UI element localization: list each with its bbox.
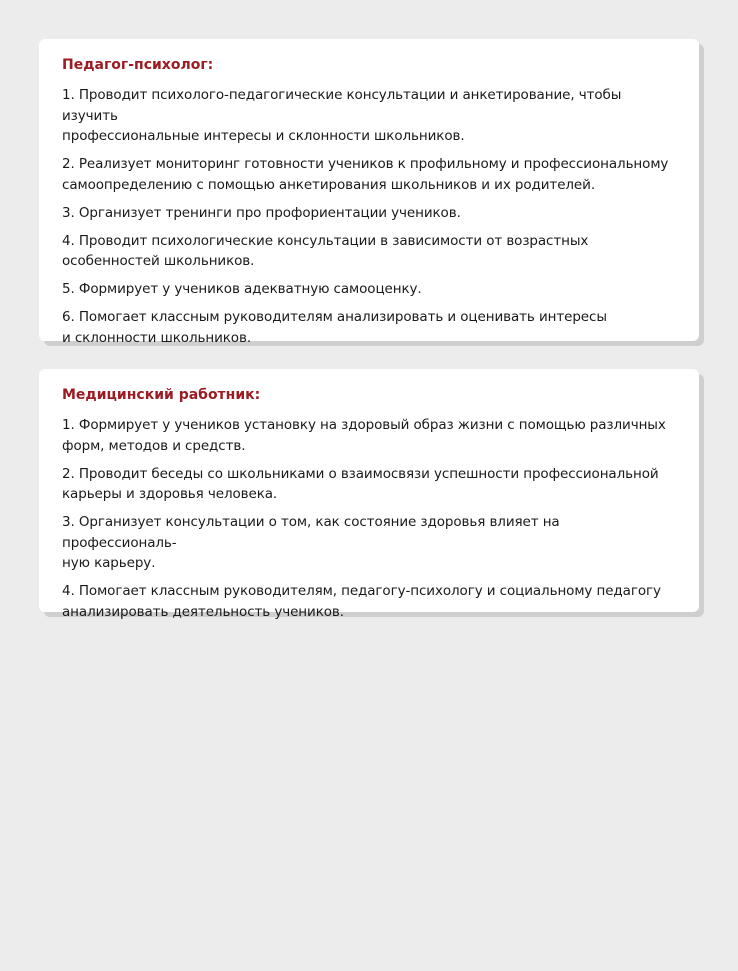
item-line: ную карьеру. xyxy=(62,555,156,571)
item-line: и склонности школьников. xyxy=(62,329,252,346)
list-item xyxy=(62,85,677,147)
item-line: 3. Организует консультации о том, как состояние здоровья влияет на профессиональ- xyxy=(62,514,560,551)
item-line: 4. Помогает классным руководителям, педагогу-психологу и социальному педагогу xyxy=(62,583,661,599)
item-line: 4. Проводит психологические консультации в зависимости от возрастных xyxy=(62,232,589,249)
list-item xyxy=(62,512,677,574)
item-line: 3. Организует тренинги про профориентации учеников. xyxy=(62,204,461,221)
item-line: 1. Проводит психолого-педагогические консультации и анкетирование, чтобы изучить xyxy=(62,87,622,124)
item-line: 2. Реализует мониторинг готовности учеников к профильному и профессиональному xyxy=(62,156,669,172)
list-item xyxy=(62,203,677,224)
item-line: самоопределению с помощью анкетирования школьников и их родителей. xyxy=(62,176,596,193)
item-line: 1. Формирует у учеников установку на здоровый образ жизни с помощью различных xyxy=(62,417,666,433)
card-title: Педагог-психолог: xyxy=(62,57,214,73)
list-item xyxy=(62,307,677,348)
item-line: карьеры и здоровья человека. xyxy=(62,486,278,502)
item-line: форм, методов и средств. xyxy=(62,437,246,454)
list-item xyxy=(62,231,677,272)
item-line: особенностей школьников. xyxy=(62,253,255,269)
item-line: анализировать деятельность учеников. xyxy=(62,603,344,620)
card-title: Медицинский работник: xyxy=(62,387,261,403)
card-pedagog-psycholog xyxy=(39,39,699,346)
item-line: 6. Помогает классным руководителям анализировать и оценивать интересы xyxy=(62,309,607,325)
list-item xyxy=(62,415,677,456)
list-item xyxy=(62,464,677,505)
list-item xyxy=(62,581,677,622)
card-medical-worker xyxy=(39,369,699,620)
item-line: профессиональные интересы и склонности школьников. xyxy=(62,128,465,144)
list-item xyxy=(62,154,677,195)
item-line: 2. Проводит беседы со школьниками о взаимосвязи успешности профессиональной xyxy=(62,465,659,482)
item-line: 5. Формирует у учеников адекватную самооценку. xyxy=(62,281,422,297)
list-item xyxy=(62,279,677,300)
